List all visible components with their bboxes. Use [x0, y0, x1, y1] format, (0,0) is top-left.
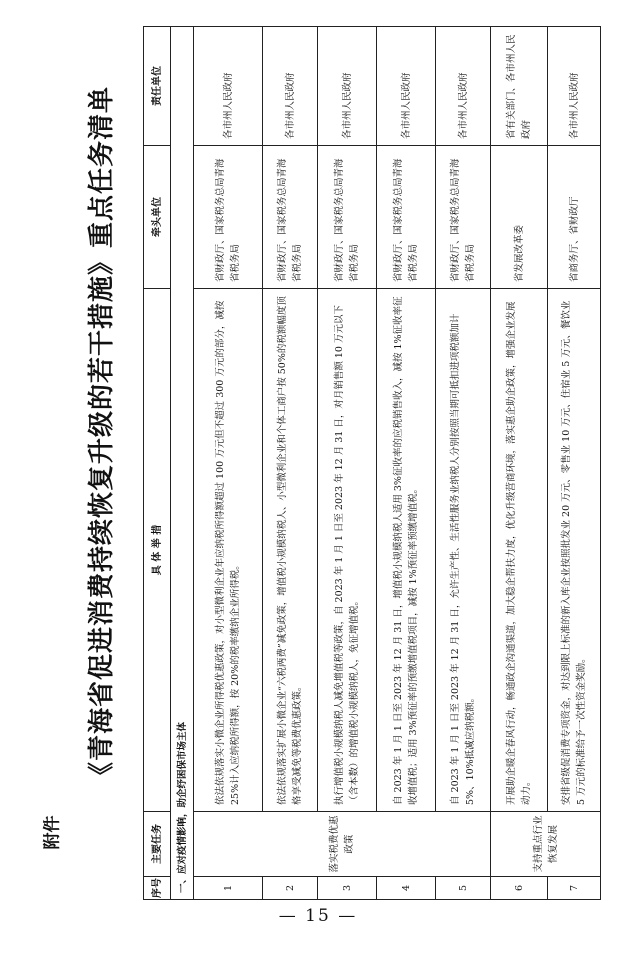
- row-measure: 依法依规落实扩展小微企业“六税两费”减免政策，增值税小规模纳税人、小型微利企业和个体工商户按 50%的税额幅度顶格享受减免等税费优惠政策。: [263, 289, 318, 812]
- row-measure: 依法依规落实小微企业所得税优惠政策，对小型微利企业年应纳税所得额超过 100 万元但不超过 300 万元的部分，减按 25%计入应纳税所得额，按 20%的税率缴纳企业所得税。: [194, 289, 263, 812]
- task-group-tax: 落实税费优惠政策: [194, 812, 491, 877]
- header-no: 序号: [144, 877, 171, 900]
- header-task: 主要任务: [144, 812, 171, 877]
- row-lead: 省财政厅、国家税务总局青海省税务局: [318, 146, 377, 289]
- row-lead: 省商务厅、省财政厅: [548, 146, 601, 289]
- header-measure: 具 体 举 措: [144, 289, 171, 812]
- table-row: [318, 27, 377, 900]
- row-no: 7: [548, 877, 601, 900]
- row-lead: 省财政厅、国家税务总局青海省税务局: [377, 146, 436, 289]
- header-lead: 牵头单位: [144, 146, 171, 289]
- row-no: 6: [491, 877, 548, 900]
- task-table: [143, 26, 601, 900]
- row-resp: 各市州人民政府: [318, 27, 377, 146]
- section-title: 一、应对疫情影响，助企纾困保市场主体: [171, 27, 194, 900]
- row-resp: 省有关部门、各市州人民政府: [491, 27, 548, 146]
- row-no: 4: [377, 877, 436, 900]
- row-no: 3: [318, 877, 377, 900]
- table-header-row: [144, 27, 171, 900]
- row-resp: 各市州人民政府: [377, 27, 436, 146]
- row-lead: 省财政厅、国家税务总局青海省税务局: [263, 146, 318, 289]
- row-no: 1: [194, 877, 263, 900]
- row-resp: 各市州人民政府: [436, 27, 491, 146]
- row-lead: 省财政厅、国家税务总局青海省税务局: [436, 146, 491, 289]
- table-row: [436, 27, 491, 900]
- document-title: 《青海省促进消费持续恢复升级的若干措施》重点任务清单: [87, 86, 117, 789]
- row-lead: 省财政厅、国家税务总局青海省税务局: [194, 146, 263, 289]
- row-resp: 各市州人民政府: [548, 27, 601, 146]
- attachment-label: 附件: [42, 815, 63, 850]
- row-measure: 安排省级促消费专项资金，对达到限上标准的新入库企业按照批发业 20 万元、零售业 10 万元、住宿业 5 万元、餐饮业 5 万元的标准给予一次性资金奖励。: [548, 289, 601, 812]
- row-no: 5: [436, 877, 491, 900]
- section-row: [171, 27, 194, 900]
- table-row: [377, 27, 436, 900]
- row-no: 2: [263, 877, 318, 900]
- table-row: [194, 27, 263, 900]
- rotated-table-block: [75, 34, 587, 900]
- row-measure: 自 2023 年 1 月 1 日至 2023 年 12 月 31 日，增值税小规模纳税人适用 3%征收率的应税销售收入，减按 1%征收率征收增值税；适用 3%预征率的预缴增值税项目，减按 1%预征率预缴增值税。: [377, 289, 436, 812]
- table-row: [548, 27, 601, 900]
- row-lead: 省发展改革委: [491, 146, 548, 289]
- table-row: [491, 27, 548, 900]
- row-resp: 各市州人民政府: [263, 27, 318, 146]
- row-measure: 开展助企暖企春风行动，畅通政企沟通渠道，加大稳企帮扶力度，优化升级营商环境，落实惠企助企政策，增强企业发展动力。: [491, 289, 548, 812]
- task-group-industry: 支持重点行业恢复发展: [491, 812, 601, 877]
- row-resp: 各市州人民政府: [194, 27, 263, 146]
- row-measure: 执行增值税小规模纳税人减免增值税等政策，自 2023 年 1 月 1 日至 2023 年 12 月 31 日，对月销售额 10 万元以下（含本数）的增值税小规模纳税人，免征增值税。: [318, 289, 377, 812]
- header-resp: 责任单位: [144, 27, 171, 146]
- table-row: [263, 27, 318, 900]
- row-measure: 自 2023 年 1 月 1 日至 2023 年 12 月 31 日，允许生产性、生活性服务业纳税人分别按照当期可抵扣进项税额加计 5%、10%抵减应纳税额。: [436, 289, 491, 812]
- page-number: — 15 —: [278, 906, 358, 926]
